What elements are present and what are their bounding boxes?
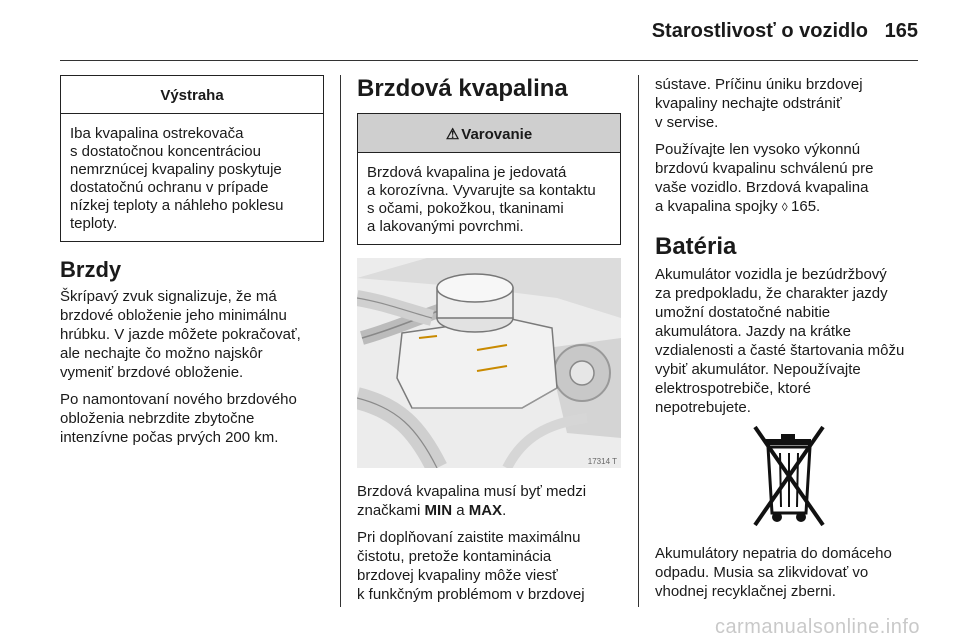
image-reference: 17314 T <box>587 457 617 466</box>
paragraph: Akumulátory nepatria do domáceho odpadu. Musia sa zlikvidovať vo vhodnej recyklačnej zberni. <box>655 545 892 600</box>
header-rule <box>60 60 918 61</box>
brake-fluid-reservoir-image <box>357 258 621 468</box>
page-reference-icon: ◊ <box>781 200 792 214</box>
column-left <box>60 75 324 455</box>
section-title-brakes: Brzdy <box>60 257 122 282</box>
paragraph: Škrípavý zvuk signalizuje, že má brzdové obloženie jeho minimálnu hrúbku. V jazde môžete pokračovať, ale nechajte čo možno najskôr vymeniť brzdové obloženie. <box>60 288 301 381</box>
column-middle <box>357 75 621 612</box>
paragraph: Po namontovaní nového brzdového obloženia nebrzdite zbytočne intenzívne počas prvých 200 km. <box>60 391 297 446</box>
warning-triangle-icon: ⚠ <box>445 126 460 143</box>
header-title: Starostlivosť o vozidlo <box>651 20 868 42</box>
text-line: Brzdová kvapalina je jedovatá <box>367 164 567 181</box>
text-line: a lakovanými povrchmi. <box>367 218 524 235</box>
caution-box <box>357 113 621 245</box>
paragraph: Pri doplňovaní zaistite maximálnu čistotu, pretože kontaminácia brzdovej kvapaliny môže viesť k funkčným problémom v brzdovej <box>357 529 585 603</box>
paragraph: Brzdová kvapalina musí byť medzi značkami MIN a MAX. <box>357 483 587 519</box>
min-mark: MIN <box>424 502 453 519</box>
column-separator <box>638 75 639 607</box>
warning-box-title: Výstraha <box>61 76 323 114</box>
watermark: carmanualsonline.info <box>714 616 920 638</box>
paragraph: Používajte len vysoko výkonnú brzdovú kvapalinu schválenú pre vaše vozidlo. Brzdová kvapalina a kvapalina spojky ◊ 165. <box>655 141 874 215</box>
page-number: 165 <box>884 20 918 42</box>
text-line: nízkej teploty a náhleho poklesu <box>70 197 284 214</box>
page-reference-link[interactable]: ◊ 165 <box>781 198 817 215</box>
text-line: teploty. <box>70 215 118 232</box>
column-right <box>655 75 923 609</box>
paragraph: Akumulátor vozidla je bezúdržbový za predpokladu, že charakter jazdy umožní dostatočné nabitie akumulátora. Jazdy na krátke vzdialenosti a časté štartovania môžu vybiť akumulátor. Nepoužívajte elektrospotrebiče, ktoré nepotrebujete. <box>655 266 905 416</box>
caution-box-title: ⚠ Varovanie <box>358 114 620 153</box>
text-line: nemrznúcej kvapaliny poskytuje <box>70 161 282 178</box>
section-title-battery: Batéria <box>655 233 737 260</box>
reservoir-illustration <box>357 258 621 468</box>
column-separator <box>340 75 341 607</box>
text-line: s dostatočnou koncentráciou <box>70 143 261 160</box>
crossed-out-wheeled-bin-icon <box>655 425 923 534</box>
caution-box-text <box>358 153 620 244</box>
text-line: s očami, pokožkou, tkaninami <box>367 200 564 217</box>
warning-box <box>60 75 324 242</box>
paragraph: sústave. Príčinu úniku brzdovej kvapaliny nechajte odstrániť v servise. <box>655 76 863 131</box>
warning-box-text <box>61 114 323 241</box>
section-title-brake-fluid: Brzdová kvapalina <box>357 75 568 102</box>
text-line: dostatočnú ochranu v prípade <box>70 179 269 196</box>
text-line: a korozívna. Vyvarujte sa kontaktu <box>367 182 596 199</box>
text-line: Iba kvapalina ostrekovača <box>70 125 244 142</box>
max-mark: MAX <box>468 502 503 519</box>
